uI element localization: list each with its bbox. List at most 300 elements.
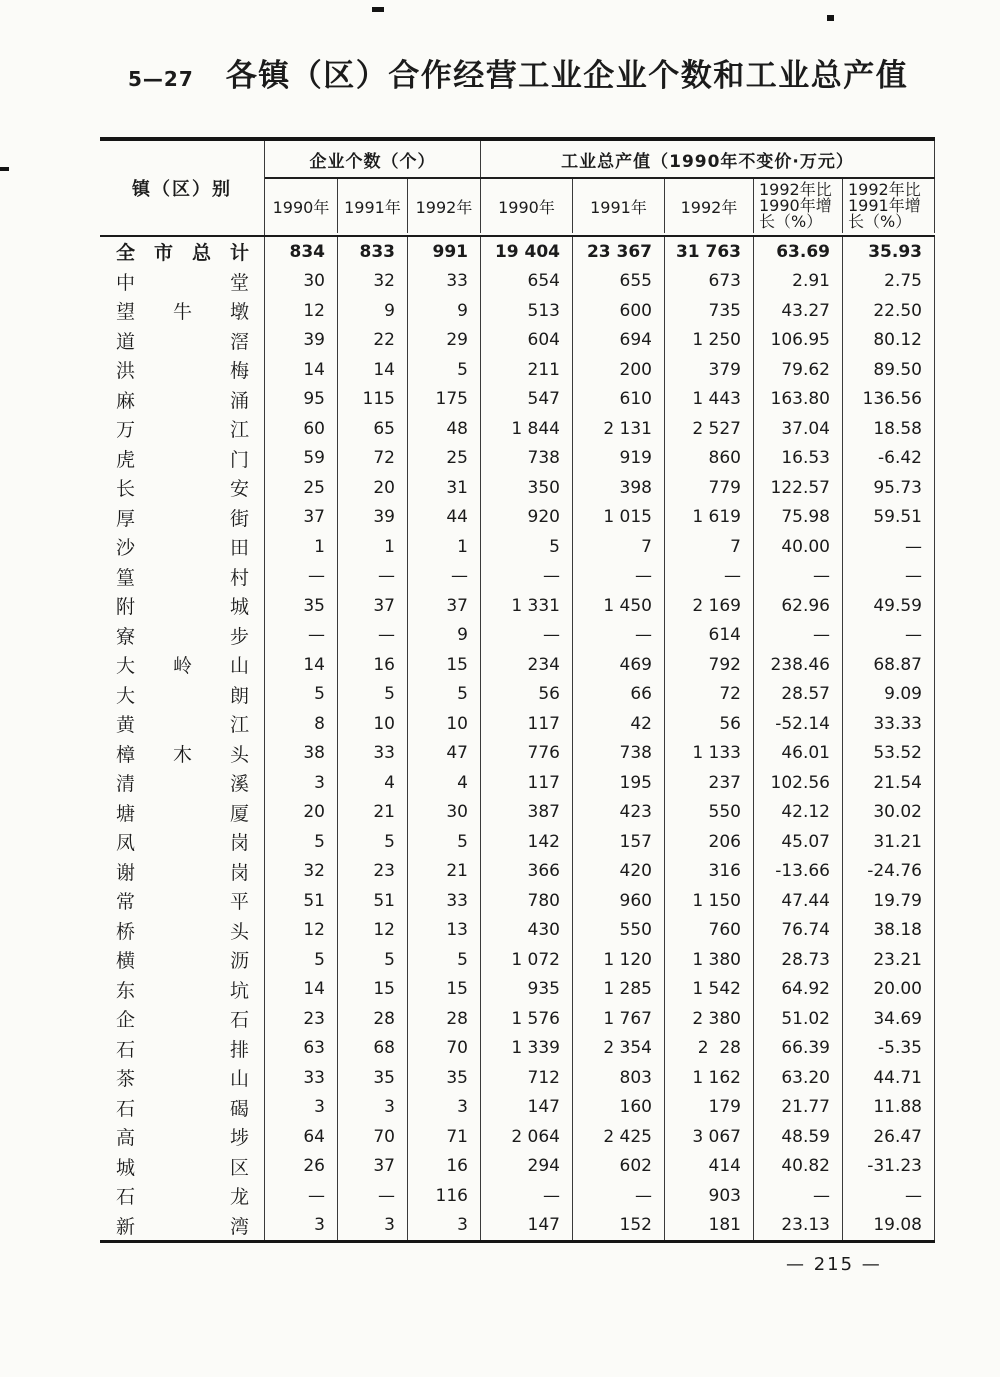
cell-count-1990: 38 — [265, 739, 338, 769]
cell-count-1991: 39 — [338, 503, 408, 533]
cell-growth-92-90: 238.46 — [754, 650, 843, 680]
cell-growth-92-91: — — [843, 621, 935, 651]
region-name-char: 横 — [116, 950, 136, 973]
cell-count-1991: 115 — [338, 385, 408, 415]
table-row — [100, 355, 935, 385]
cell-growth-92-91: 68.87 — [843, 650, 935, 680]
table-row — [100, 296, 935, 326]
cell-count-1990: — — [265, 621, 338, 651]
cell-output-1991: 655 — [573, 267, 665, 297]
region-name-char: 厦 — [229, 802, 249, 825]
cell-output-1990: 117 — [481, 709, 573, 739]
cell-output-1990: 117 — [481, 768, 573, 798]
cell-count-1992: 1 — [408, 532, 481, 562]
header-right — [265, 141, 935, 235]
cell-output-1991: 420 — [573, 857, 665, 887]
table-body — [100, 237, 935, 1240]
table-row — [100, 768, 935, 798]
cell-output-1991: 694 — [573, 326, 665, 356]
cell-output-1991: 423 — [573, 798, 665, 828]
cell-growth-92-91: 19.08 — [843, 1211, 935, 1241]
cell-growth-92-90: 51.02 — [754, 1004, 843, 1034]
cell-growth-92-91: 18.58 — [843, 414, 935, 444]
cell-count-1990: — — [265, 1181, 338, 1211]
cell-count-1990: 3 — [265, 1211, 338, 1241]
cell-output-1991: 600 — [573, 296, 665, 326]
cell-count-1992: 31 — [408, 473, 481, 503]
cell-output-1991: — — [573, 562, 665, 592]
cell-count-1990: 63 — [265, 1034, 338, 1064]
cell-output-1990: 211 — [481, 355, 573, 385]
region-name-char: 虎 — [116, 448, 136, 471]
region-name-char: 望 — [116, 301, 136, 324]
region-name — [100, 768, 265, 798]
table-row — [100, 267, 935, 297]
region-name — [100, 532, 265, 562]
region-name — [100, 1152, 265, 1182]
cell-output-1990: 1 576 — [481, 1004, 573, 1034]
cell-output-1990: 780 — [481, 886, 573, 916]
region-name-char: 堂 — [229, 271, 249, 294]
cell-count-1992: 48 — [408, 414, 481, 444]
region-name — [100, 1181, 265, 1211]
cell-count-1991: 32 — [338, 267, 408, 297]
region-name-char: 江 — [229, 419, 249, 442]
cell-growth-92-90: 2.91 — [754, 267, 843, 297]
cell-growth-92-91: 26.47 — [843, 1122, 935, 1152]
group-header-output-value: 工业总产值（1990年不变价·万元） — [481, 141, 935, 177]
cell-growth-92-90: — — [754, 621, 843, 651]
cell-count-1992: 71 — [408, 1122, 481, 1152]
cell-output-1991: 550 — [573, 916, 665, 946]
region-name-char: 头 — [229, 920, 249, 943]
growth-header-line: 1992年比 — [759, 180, 832, 199]
cell-count-1992: 70 — [408, 1034, 481, 1064]
region-name-char: 门 — [229, 448, 249, 471]
cell-count-1992: 5 — [408, 827, 481, 857]
region-name-char: 黄 — [116, 714, 136, 737]
region-name-char: 中 — [116, 271, 136, 294]
cell-growth-92-90: 48.59 — [754, 1122, 843, 1152]
cell-output-1990: 430 — [481, 916, 573, 946]
region-name-char: 城 — [229, 596, 249, 619]
cell-output-1990: 366 — [481, 857, 573, 887]
cell-count-1991: 28 — [338, 1004, 408, 1034]
region-name — [100, 473, 265, 503]
cell-output-1992: 181 — [665, 1211, 754, 1241]
cell-growth-92-91: -24.76 — [843, 857, 935, 887]
cell-count-1990: 20 — [265, 798, 338, 828]
cell-output-1992: 31 763 — [665, 237, 754, 267]
region-name — [100, 1004, 265, 1034]
cell-count-1991: 51 — [338, 886, 408, 916]
cell-count-1991: 1 — [338, 532, 408, 562]
cell-count-1991: 5 — [338, 827, 408, 857]
cell-growth-92-90: 79.62 — [754, 355, 843, 385]
cell-growth-92-91: 49.59 — [843, 591, 935, 621]
cell-count-1992: 5 — [408, 945, 481, 975]
region-name-char: 市 — [153, 242, 173, 265]
cell-count-1990: 834 — [265, 237, 338, 267]
cell-growth-92-91: 19.79 — [843, 886, 935, 916]
region-name-char: 企 — [116, 1009, 136, 1032]
region-name-char: 溪 — [229, 773, 249, 796]
cell-output-1991: 152 — [573, 1211, 665, 1241]
region-name-char: 大 — [116, 655, 136, 678]
cell-output-1991: — — [573, 621, 665, 651]
cell-output-1991: 66 — [573, 680, 665, 710]
region-name-char: 山 — [229, 1068, 249, 1091]
cell-output-1990: 513 — [481, 296, 573, 326]
cell-count-1992: 175 — [408, 385, 481, 415]
cell-output-1992: 760 — [665, 916, 754, 946]
cell-count-1990: 33 — [265, 1063, 338, 1093]
region-name-char: 坑 — [229, 979, 249, 1002]
cell-growth-92-91: 38.18 — [843, 916, 935, 946]
region-name-char: 石 — [229, 1009, 249, 1032]
region-name-char: 凤 — [116, 832, 136, 855]
region-name — [100, 680, 265, 710]
cell-count-1990: 1 — [265, 532, 338, 562]
region-name-char: 长 — [116, 478, 136, 501]
cell-output-1990: 387 — [481, 798, 573, 828]
scan-artifact — [372, 7, 384, 12]
cell-output-1991: 1 120 — [573, 945, 665, 975]
year-header-count-1990: 1990年 — [265, 179, 338, 233]
region-name-char: 桥 — [116, 920, 136, 943]
cell-count-1992: 15 — [408, 650, 481, 680]
cell-count-1991: — — [338, 1181, 408, 1211]
group-header-row — [265, 141, 935, 179]
region-name — [100, 296, 265, 326]
region-name-char: 牛 — [172, 301, 192, 324]
cell-count-1991: 23 — [338, 857, 408, 887]
cell-count-1991: 37 — [338, 1152, 408, 1182]
cell-output-1992: 1 150 — [665, 886, 754, 916]
table-row — [100, 444, 935, 474]
region-name-char: 麻 — [116, 389, 136, 412]
cell-count-1991: — — [338, 562, 408, 592]
region-name-char: 街 — [229, 507, 249, 530]
cell-growth-92-90: 28.73 — [754, 945, 843, 975]
region-name-char: 石 — [116, 1038, 136, 1061]
cell-output-1990: — — [481, 621, 573, 651]
table-row — [100, 532, 935, 562]
cell-output-1992: 206 — [665, 827, 754, 857]
cell-output-1990: 147 — [481, 1211, 573, 1241]
cell-output-1992: 379 — [665, 355, 754, 385]
cell-count-1990: 14 — [265, 355, 338, 385]
cell-count-1992: 15 — [408, 975, 481, 1005]
cell-count-1992: 5 — [408, 680, 481, 710]
cell-output-1991: 610 — [573, 385, 665, 415]
cell-growth-92-91: -31.23 — [843, 1152, 935, 1182]
table-row — [100, 739, 935, 769]
region-name-char: 沙 — [116, 537, 136, 560]
cell-growth-92-91: 136.56 — [843, 385, 935, 415]
table-row — [100, 414, 935, 444]
cell-output-1990: 1 844 — [481, 414, 573, 444]
cell-count-1992: 25 — [408, 444, 481, 474]
cell-growth-92-90: — — [754, 1181, 843, 1211]
cell-count-1991: 12 — [338, 916, 408, 946]
growth-header-vs-1991 — [843, 179, 935, 233]
region-name-char: 排 — [229, 1038, 249, 1061]
column-header-region: 镇（区）别 — [100, 141, 265, 235]
region-name-char: 总 — [191, 242, 211, 265]
growth-header-line: 1990年增 — [759, 196, 832, 215]
cell-output-1992: 735 — [665, 296, 754, 326]
region-name-char: 岗 — [229, 861, 249, 884]
cell-growth-92-91: 80.12 — [843, 326, 935, 356]
cell-growth-92-91: — — [843, 532, 935, 562]
cell-count-1992: 44 — [408, 503, 481, 533]
region-name-char: 洪 — [116, 360, 136, 383]
region-name-char: 篁 — [116, 566, 136, 589]
growth-header-vs-1990 — [754, 179, 843, 233]
cell-output-1991: 803 — [573, 1063, 665, 1093]
cell-growth-92-90: -13.66 — [754, 857, 843, 887]
table-row — [100, 1152, 935, 1182]
cell-count-1990: 39 — [265, 326, 338, 356]
growth-header-line: 1992年比 — [848, 180, 921, 199]
cell-output-1992: 2 527 — [665, 414, 754, 444]
cell-output-1990: — — [481, 1181, 573, 1211]
cell-count-1990: 37 — [265, 503, 338, 533]
table-row — [100, 827, 935, 857]
growth-header-line: 1991年增 — [848, 196, 921, 215]
table-row — [100, 503, 935, 533]
cell-count-1992: 35 — [408, 1063, 481, 1093]
cell-count-1990: 14 — [265, 650, 338, 680]
region-name-char: 常 — [116, 891, 136, 914]
cell-count-1992: 30 — [408, 798, 481, 828]
cell-output-1991: 195 — [573, 768, 665, 798]
region-name-char: 全 — [116, 242, 136, 265]
table-row — [100, 562, 935, 592]
cell-count-1990: 25 — [265, 473, 338, 503]
cell-growth-92-91: 34.69 — [843, 1004, 935, 1034]
cell-growth-92-91: 33.33 — [843, 709, 935, 739]
cell-count-1992: 33 — [408, 267, 481, 297]
table-row — [100, 1063, 935, 1093]
region-name — [100, 326, 265, 356]
region-name-char: 梅 — [229, 360, 249, 383]
cell-growth-92-91: 31.21 — [843, 827, 935, 857]
cell-output-1991: 960 — [573, 886, 665, 916]
year-header-output-1991: 1991年 — [573, 179, 665, 233]
cell-count-1991: 68 — [338, 1034, 408, 1064]
cell-growth-92-91: -6.42 — [843, 444, 935, 474]
cell-output-1990: — — [481, 562, 573, 592]
region-name-char: 新 — [116, 1215, 136, 1238]
table-row — [100, 798, 935, 828]
year-header-count-1992: 1992年 — [408, 179, 481, 233]
cell-output-1992: 56 — [665, 709, 754, 739]
cell-output-1990: 147 — [481, 1093, 573, 1123]
region-name — [100, 916, 265, 946]
cell-count-1992: — — [408, 562, 481, 592]
cell-growth-92-91: 53.52 — [843, 739, 935, 769]
region-name — [100, 1093, 265, 1123]
year-header-row — [265, 179, 935, 233]
cell-output-1992: 1 133 — [665, 739, 754, 769]
cell-growth-92-90: — — [754, 562, 843, 592]
scan-artifact — [0, 167, 9, 171]
cell-count-1991: 833 — [338, 237, 408, 267]
cell-output-1992: 1 619 — [665, 503, 754, 533]
cell-count-1991: 5 — [338, 680, 408, 710]
table-row — [100, 385, 935, 415]
cell-count-1990: 32 — [265, 857, 338, 887]
cell-output-1991: 2 425 — [573, 1122, 665, 1152]
cell-growth-92-91: 20.00 — [843, 975, 935, 1005]
cell-growth-92-90: 63.20 — [754, 1063, 843, 1093]
cell-output-1991: 23 367 — [573, 237, 665, 267]
cell-output-1992: 903 — [665, 1181, 754, 1211]
table-row — [100, 591, 935, 621]
cell-count-1990: 35 — [265, 591, 338, 621]
year-header-output-1992: 1992年 — [665, 179, 754, 233]
cell-count-1992: 16 — [408, 1152, 481, 1182]
cell-growth-92-90: 47.44 — [754, 886, 843, 916]
title-row — [128, 50, 908, 95]
cell-output-1991: 602 — [573, 1152, 665, 1182]
cell-count-1992: 33 — [408, 886, 481, 916]
region-name — [100, 621, 265, 651]
region-name-char: 茶 — [116, 1068, 136, 1091]
region-name-char: 城 — [116, 1156, 136, 1179]
region-name — [100, 355, 265, 385]
cell-growth-92-90: 63.69 — [754, 237, 843, 267]
region-name — [100, 827, 265, 857]
region-name-char: 碣 — [229, 1097, 249, 1120]
cell-count-1990: 3 — [265, 1093, 338, 1123]
cell-count-1991: 3 — [338, 1093, 408, 1123]
cell-count-1992: 3 — [408, 1093, 481, 1123]
cell-count-1990: 95 — [265, 385, 338, 415]
cell-output-1992: 237 — [665, 768, 754, 798]
cell-growth-92-90: 40.82 — [754, 1152, 843, 1182]
region-name-char: 村 — [229, 566, 249, 589]
cell-count-1991: 33 — [338, 739, 408, 769]
cell-count-1992: 3 — [408, 1211, 481, 1241]
table-row — [100, 680, 935, 710]
cell-growth-92-91: 21.54 — [843, 768, 935, 798]
table-row — [100, 975, 935, 1005]
region-name-char: 计 — [229, 242, 249, 265]
cell-count-1990: 5 — [265, 945, 338, 975]
cell-growth-92-91: 44.71 — [843, 1063, 935, 1093]
group-header-enterprise-count: 企业个数（个） — [265, 141, 481, 177]
cell-count-1992: 37 — [408, 591, 481, 621]
cell-count-1992: 10 — [408, 709, 481, 739]
cell-growth-92-91: 9.09 — [843, 680, 935, 710]
region-name-char: 万 — [116, 419, 136, 442]
scan-artifact — [827, 15, 834, 21]
cell-output-1990: 1 072 — [481, 945, 573, 975]
region-name-char: 木 — [172, 743, 192, 766]
cell-output-1990: 604 — [481, 326, 573, 356]
table-row — [100, 709, 935, 739]
cell-count-1990: 30 — [265, 267, 338, 297]
region-name-char: 石 — [116, 1186, 136, 1209]
cell-growth-92-90: 23.13 — [754, 1211, 843, 1241]
cell-output-1992: — — [665, 562, 754, 592]
region-name-char: 滘 — [229, 330, 249, 353]
page-title: 各镇（区）合作经营工业企业个数和工业总产值 — [225, 58, 909, 94]
cell-output-1992: 1 443 — [665, 385, 754, 415]
region-name — [100, 1034, 265, 1064]
table-row — [100, 886, 935, 916]
cell-output-1990: 920 — [481, 503, 573, 533]
cell-count-1992: 28 — [408, 1004, 481, 1034]
cell-output-1992: 179 — [665, 1093, 754, 1123]
cell-output-1990: 712 — [481, 1063, 573, 1093]
cell-count-1990: 14 — [265, 975, 338, 1005]
region-name-char: 龙 — [229, 1186, 249, 1209]
cell-output-1992: 3 067 — [665, 1122, 754, 1152]
cell-count-1990: — — [265, 562, 338, 592]
cell-count-1990: 12 — [265, 296, 338, 326]
table-row — [100, 945, 935, 975]
table-row — [100, 621, 935, 651]
cell-growth-92-91: 11.88 — [843, 1093, 935, 1123]
region-name-char: 大 — [116, 684, 136, 707]
cell-output-1990: 2 064 — [481, 1122, 573, 1152]
cell-output-1991: — — [573, 1181, 665, 1211]
region-name-char: 樟 — [116, 743, 136, 766]
cell-output-1992: 7 — [665, 532, 754, 562]
region-name-char: 朗 — [229, 684, 249, 707]
cell-count-1990: 23 — [265, 1004, 338, 1034]
table-row — [100, 1211, 935, 1241]
cell-output-1991: 738 — [573, 739, 665, 769]
cell-output-1991: 200 — [573, 355, 665, 385]
cell-growth-92-90: 37.04 — [754, 414, 843, 444]
region-name — [100, 1122, 265, 1152]
region-name-char: 寮 — [116, 625, 136, 648]
region-name-char: 道 — [116, 330, 136, 353]
cell-output-1992: 1 542 — [665, 975, 754, 1005]
cell-output-1992: 72 — [665, 680, 754, 710]
table-row — [100, 326, 935, 356]
region-name-char: 石 — [116, 1097, 136, 1120]
region-name — [100, 267, 265, 297]
region-name-char: 田 — [229, 537, 249, 560]
cell-output-1992: 779 — [665, 473, 754, 503]
cell-output-1992: 1 162 — [665, 1063, 754, 1093]
cell-output-1990: 1 331 — [481, 591, 573, 621]
cell-output-1991: 7 — [573, 532, 665, 562]
region-name — [100, 414, 265, 444]
cell-count-1991: 21 — [338, 798, 408, 828]
cell-output-1992: 414 — [665, 1152, 754, 1182]
cell-count-1991: 22 — [338, 326, 408, 356]
region-name-char: 涌 — [229, 389, 249, 412]
cell-growth-92-90: 66.39 — [754, 1034, 843, 1064]
cell-output-1990: 56 — [481, 680, 573, 710]
cell-growth-92-91: 59.51 — [843, 503, 935, 533]
table-row — [100, 1122, 935, 1152]
cell-count-1992: 116 — [408, 1181, 481, 1211]
cell-growth-92-90: 40.00 — [754, 532, 843, 562]
cell-count-1990: 60 — [265, 414, 338, 444]
cell-output-1991: 1 285 — [573, 975, 665, 1005]
cell-output-1992: 1 250 — [665, 326, 754, 356]
cell-output-1990: 738 — [481, 444, 573, 474]
cell-output-1992: 614 — [665, 621, 754, 651]
